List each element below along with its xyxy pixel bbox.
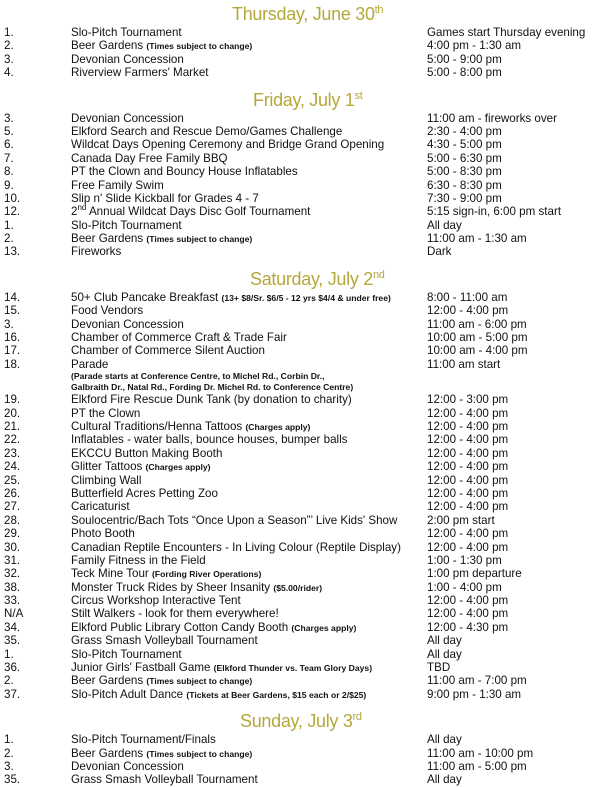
schedule-row — [0, 245, 600, 258]
day-title-suffix: rd — [352, 711, 362, 724]
event-note: (Times subject to change) — [146, 748, 253, 759]
event-number: 19. — [4, 393, 21, 407]
schedule-row — [0, 138, 600, 151]
event-number: 4. — [4, 66, 14, 80]
ordinal-suffix: nd — [77, 203, 87, 213]
event-number: 33. — [4, 594, 21, 608]
schedule-row — [0, 648, 600, 661]
event-name: Chamber of Commerce Silent Auction — [71, 344, 265, 358]
event-note: (Elkford Thunder vs. Team Glory Days) — [213, 663, 373, 674]
schedule-row — [0, 165, 600, 178]
event-time: 12:00 - 4:00 pm — [427, 500, 509, 514]
event-name: Family Fitness in the Field — [71, 553, 206, 567]
event-time: Games start Thursday evening — [427, 26, 586, 39]
schedule-row — [0, 358, 600, 371]
event-number: 2. — [4, 39, 14, 53]
event-time: 11:00 am start — [427, 357, 501, 371]
schedule-row — [0, 607, 600, 620]
event-name: Climbing Wall — [71, 473, 142, 487]
event-time: 1:00 - 1:30 pm — [427, 553, 502, 567]
event-time: 8:00 - 11:00 am — [427, 290, 508, 304]
event-subnote: Galbraith Dr., Natal Rd., Fording Dr. Michel Rd. to Conference Centre) — [71, 382, 354, 393]
event-time: 11:00 am - 6:00 pm — [427, 317, 527, 331]
event-name: Circus Workshop Interactive Tent — [71, 594, 241, 608]
event-time: 1:00 pm departure — [427, 567, 522, 581]
event-name: Food Vendors — [71, 304, 144, 318]
event-number: 29. — [4, 527, 21, 541]
schedule-row — [0, 420, 600, 433]
event-number: 28. — [4, 513, 21, 527]
event-note: (Charges apply) — [291, 622, 357, 633]
event-number: 34. — [4, 620, 21, 634]
event-time: 9:00 pm - 1:30 am — [427, 687, 522, 701]
schedule-row — [0, 219, 600, 232]
event-name: Junior Girls' Fastball Game (Elkford Thunder vs. Team Glory Days) — [71, 661, 373, 675]
event-name: Slo-Pitch Tournament — [71, 218, 182, 232]
event-number: 2. — [4, 232, 14, 246]
event-name: Riverview Farmers' Market — [71, 66, 209, 80]
event-time: All day — [427, 733, 462, 747]
schedule-row — [0, 514, 600, 527]
event-name: Elkford Fire Rescue Dunk Tank (by donation to charity) — [71, 393, 352, 407]
schedule-row — [0, 773, 600, 786]
schedule-row — [0, 554, 600, 567]
event-number: 1. — [4, 218, 14, 232]
event-number: 1. — [4, 647, 14, 661]
event-note: (Times subject to change) — [146, 676, 253, 687]
day-heading — [0, 707, 600, 733]
event-time: 12:00 - 4:00 pm — [427, 419, 509, 433]
event-time: 10:00 am - 4:00 pm — [427, 344, 528, 358]
event-number: 13. — [4, 245, 21, 259]
event-name: 50+ Club Pancake Breakfast (13+ $8/Sr. $6/5 - 12 yrs $4/4 & under free) — [71, 290, 391, 304]
schedule-row — [0, 179, 600, 192]
event-time: 12:00 - 4:00 pm — [427, 527, 509, 541]
event-note: (Charges apply) — [245, 421, 311, 432]
event-number: 23. — [4, 446, 21, 460]
event-number: 10. — [4, 191, 21, 205]
event-number: 35. — [4, 634, 21, 648]
event-name: Butterfield Acres Petting Zoo — [71, 486, 218, 500]
schedule-row — [0, 460, 600, 473]
event-time: 5:15 sign-in, 6:00 pm start — [427, 205, 562, 219]
event-number: 3. — [4, 111, 14, 125]
event-name: Beer Gardens (Times subject to change) — [71, 232, 253, 246]
event-time: 12:00 - 4:00 pm — [427, 460, 509, 474]
event-name: Teck Mine Tour (Fording River Operations) — [71, 567, 262, 581]
event-name: EKCCU Button Making Booth — [71, 446, 223, 460]
event-name: Beer Gardens (Times subject to change) — [71, 39, 253, 53]
schedule-row — [0, 53, 600, 66]
event-number: 6. — [4, 138, 14, 152]
event-note: (Times subject to change) — [146, 234, 253, 245]
schedule-row — [0, 688, 600, 701]
event-number: 21. — [4, 419, 21, 433]
event-time: 6:30 - 8:30 pm — [427, 178, 502, 192]
event-number: 32. — [4, 567, 21, 581]
event-number: 17. — [4, 344, 21, 358]
day-title: Saturday, July 2nd — [250, 268, 385, 289]
event-time: 12:00 - 3:00 pm — [427, 393, 509, 407]
event-time: All day — [427, 773, 462, 787]
schedule-row — [0, 567, 600, 580]
event-name: Grass Smash Volleyball Tournament — [71, 773, 258, 787]
event-name: Grass Smash Volleyball Tournament — [71, 634, 258, 648]
event-name: Chamber of Commerce Craft & Trade Fair — [71, 331, 287, 345]
schedule-row — [0, 634, 600, 647]
event-name: Cultural Traditions/Henna Tattoos (Charges apply) — [71, 419, 311, 433]
event-time: 4:30 - 5:00 pm — [427, 138, 502, 152]
event-time: 2:30 - 4:00 pm — [427, 124, 502, 138]
event-name: Beer Gardens (Times subject to change) — [71, 674, 253, 688]
event-note: (Tickets at Beer Gardens, $15 each or 2/$25) — [186, 689, 367, 700]
event-name: Slo-Pitch Adult Dance (Tickets at Beer Gardens, $15 each or 2/$25) — [71, 687, 367, 701]
schedule-row — [0, 331, 600, 344]
event-name: Fireworks — [71, 245, 122, 259]
event-name: Free Family Swim — [71, 178, 164, 192]
event-time: 12:00 - 4:00 pm — [427, 304, 509, 318]
event-name: Stilt Walkers - look for them everywhere! — [71, 607, 279, 621]
event-number: 25. — [4, 473, 21, 487]
event-time: TBD — [427, 661, 451, 675]
event-time: 12:00 - 4:00 pm — [427, 594, 509, 608]
event-name: Elkford Public Library Cotton Candy Booth (Charges apply) — [71, 620, 357, 634]
event-name: Wildcat Days Opening Ceremony and Bridge Grand Opening — [71, 138, 385, 152]
event-number: 3. — [4, 52, 14, 66]
event-name: PT the Clown and Bouncy House Inflatables — [71, 165, 298, 179]
event-name: Slo-Pitch Tournament — [71, 26, 182, 39]
event-number: 16. — [4, 331, 21, 345]
schedule-row — [0, 674, 600, 687]
schedule-row — [0, 152, 600, 165]
event-time: 12:00 - 4:00 pm — [427, 540, 509, 554]
event-number: 5. — [4, 124, 14, 138]
event-number: 20. — [4, 406, 21, 420]
schedule-row — [0, 407, 600, 420]
event-time: 2:00 pm start — [427, 513, 495, 527]
schedule-row — [0, 318, 600, 331]
event-time: All day — [427, 647, 462, 661]
event-name: Canadian Reptile Encounters - In Living Colour (Reptile Display) — [71, 540, 401, 554]
event-name: Photo Booth — [71, 527, 135, 541]
schedule-row — [0, 527, 600, 540]
day-title: Thursday, June 30th — [232, 4, 384, 24]
event-time: Dark — [427, 245, 452, 259]
event-number: 22. — [4, 433, 21, 447]
event-time: 11:00 am - 5:00 pm — [427, 759, 527, 773]
day-heading — [0, 265, 600, 291]
event-name: Glitter Tattoos (Charges apply) — [71, 460, 211, 474]
event-time: 11:00 am - 10:00 pm — [427, 746, 534, 760]
event-time: All day — [427, 218, 462, 232]
event-name: Beer Gardens (Times subject to change) — [71, 746, 253, 760]
event-number: 26. — [4, 486, 21, 500]
event-number: 24. — [4, 460, 21, 474]
schedule-row — [0, 474, 600, 487]
event-time: 5:00 - 6:30 pm — [427, 151, 502, 165]
schedule-row — [0, 621, 600, 634]
schedule-row — [0, 205, 600, 218]
schedule-row — [0, 393, 600, 406]
schedule-row — [0, 541, 600, 554]
event-name: Parade — [71, 357, 109, 371]
event-number: 1. — [4, 26, 14, 39]
event-time: 12:00 - 4:00 pm — [427, 446, 509, 460]
schedule-row — [0, 344, 600, 357]
schedule-row — [0, 112, 600, 125]
event-number: 27. — [4, 500, 21, 514]
schedule-row — [0, 581, 600, 594]
event-time: 5:00 - 8:00 pm — [427, 66, 502, 80]
event-time: 12:00 - 4:00 pm — [427, 486, 509, 500]
event-number: 2. — [4, 746, 14, 760]
schedule-row — [0, 433, 600, 446]
event-name: Canada Day Free Family BBQ — [71, 151, 228, 165]
schedule-row — [0, 594, 600, 607]
event-name: Inflatables - water balls, bounce houses, bumper balls — [71, 433, 348, 447]
schedule-row — [0, 487, 600, 500]
event-name: Elkford Search and Rescue Demo/Games Challenge — [71, 124, 343, 138]
event-number: 38. — [4, 580, 21, 594]
schedule-row — [0, 304, 600, 317]
event-time: 10:00 am - 5:00 pm — [427, 331, 528, 345]
event-time: 4:00 pm - 1:30 am — [427, 39, 522, 53]
event-note: (13+ $8/Sr. $6/5 - 12 yrs $4/4 & under free) — [221, 292, 391, 303]
schedule-row — [0, 760, 600, 773]
event-number: 36. — [4, 661, 21, 675]
schedule-row — [0, 26, 600, 39]
event-time: 11:00 am - 1:30 am — [427, 232, 527, 246]
event-number: 3. — [4, 759, 14, 773]
event-subnote: (Parade starts at Conference Centre, to Michel Rd., Corbin Dr., — [71, 371, 325, 382]
event-name: Slip n' Slide Kickball for Grades 4 - 7 — [71, 191, 259, 205]
schedule-row — [0, 192, 600, 205]
event-name: Monster Truck Rides by Sheer Insanity ($5.00/rider) — [71, 580, 323, 594]
event-name: Slo-Pitch Tournament — [71, 647, 182, 661]
event-name: Caricaturist — [71, 500, 130, 514]
event-number: 7. — [4, 151, 14, 165]
schedule-row — [0, 500, 600, 513]
event-name: Devonian Concession — [71, 52, 184, 66]
event-name: 2nd Annual Wildcat Days Disc Golf Tournament — [71, 203, 311, 219]
event-number: 8. — [4, 165, 14, 179]
event-time: 1:00 - 4:00 pm — [427, 580, 502, 594]
event-time: 12:00 - 4:00 pm — [427, 433, 509, 447]
schedule-row — [0, 661, 600, 674]
schedule-row — [0, 66, 600, 79]
event-number: 2. — [4, 674, 14, 688]
event-number: 12. — [4, 205, 21, 219]
event-number: N/A — [4, 607, 24, 621]
schedule-row — [0, 39, 600, 52]
schedule-row — [0, 291, 600, 304]
event-name: Soulocentric/Bach Tots “Once Upon a Season”’ Live Kids' Show — [71, 513, 398, 527]
event-number: 9. — [4, 178, 14, 192]
event-time: 11:00 am - fireworks over — [427, 111, 557, 125]
event-number: 15. — [4, 304, 21, 318]
day-heading — [0, 0, 600, 26]
event-time: 12:00 - 4:00 pm — [427, 406, 509, 420]
event-time: 5:00 - 8:30 pm — [427, 165, 502, 179]
event-time: All day — [427, 634, 462, 648]
schedule-row — [0, 232, 600, 245]
event-name: Devonian Concession — [71, 759, 184, 773]
day-title-suffix: st — [354, 89, 363, 102]
event-name: Devonian Concession — [71, 111, 184, 125]
event-time: 12:00 - 4:00 pm — [427, 473, 509, 487]
event-number: 37. — [4, 687, 21, 701]
event-time: 7:30 - 9:00 pm — [427, 191, 502, 205]
event-number: 18. — [4, 357, 21, 371]
event-number: 35. — [4, 773, 21, 787]
event-time: 5:00 - 9:00 pm — [427, 52, 502, 66]
event-note: (Fording River Operations) — [151, 569, 262, 580]
event-note: (Charges apply) — [145, 462, 211, 473]
day-title-suffix: th — [374, 4, 384, 16]
event-number: 31. — [4, 553, 21, 567]
day-heading — [0, 86, 600, 112]
day-title: Friday, July 1st — [253, 89, 363, 110]
event-name: PT the Clown — [71, 406, 141, 420]
event-number: 30. — [4, 540, 21, 554]
event-name: Devonian Concession — [71, 317, 184, 331]
event-number: 1. — [4, 733, 14, 747]
event-note: ($5.00/rider) — [273, 582, 323, 593]
event-number: 3. — [4, 317, 14, 331]
day-title: Sunday, July 3rd — [240, 711, 362, 732]
day-title-suffix: nd — [372, 268, 385, 281]
schedule-row — [0, 125, 600, 138]
schedule-row — [0, 747, 600, 760]
event-time: 11:00 am - 7:00 pm — [427, 674, 527, 688]
event-time: 12:00 - 4:30 pm — [427, 620, 509, 634]
schedule-row — [0, 447, 600, 460]
event-note: (Times subject to change) — [146, 41, 253, 52]
event-number: 14. — [4, 290, 21, 304]
event-name: Slo-Pitch Tournament/Finals — [71, 733, 216, 747]
event-time: 12:00 - 4:00 pm — [427, 607, 509, 621]
schedule-row — [0, 733, 600, 746]
